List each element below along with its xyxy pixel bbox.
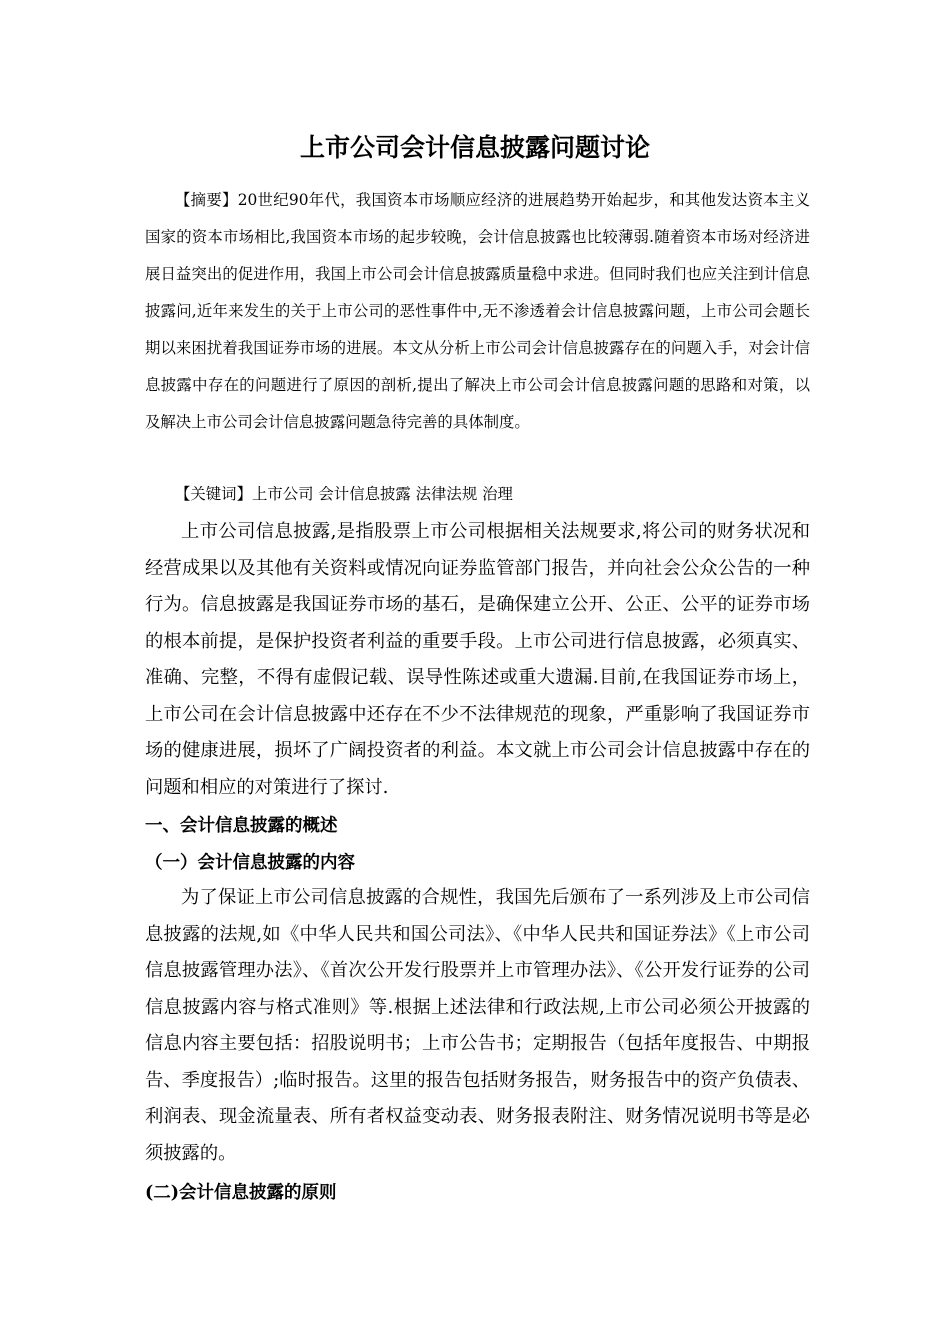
intro-paragraph: 上市公司信息披露,是指股票上市公司根据相关法规要求,将公司的财务状况和经营成果以及其他有关资料或情况向证券监管部门报告，并向社会公众公告的一种行为。信息披露是我国证券市场的基石，是确保建立公开、公正、公平的证券市场的根本前提，是保护投资者利益的重要手段。上市公司进行信息披露，必须真实、准确、完整，不得有虚假记载、误导性陈述或重大遗漏.目前,在我国证券市场上，上市公司在会计信息披露中还存在不少不法律规范的现象，严重影响了我国证券市场的健康进展，损坏了广阔投资者的利益。本文就上市公司会计信息披露中存在的问题和相应的对策进行了探讨. — [145, 521, 810, 798]
subsection-heading-content: （一）会计信息披露的内容 — [145, 853, 355, 873]
content-paragraph: 为了保证上市公司信息披露的合规性，我国先后颁布了一系列涉及上市公司信息披露的法规,如《中华人民共和国公司法》、《中华人民共和国证券法》《上市公司信息披露管理办法》、《首次公开发行股票并上市管理办法》、《公开发行证券的公司信息披露内容与格式准则》等.根据上述法律和行政法规,上市公司必须公开披露的信息内容主要包括：招股说明书；上市公告书；定期报告（包括年度报告、中期报告、季度报告）;临时报告。这里的报告包括财务报告，财务报告中的资产负债表、利润表、现金流量表、所有者权益变动表、财务报表附注、财务情况说明书等是必须披露的。 — [145, 887, 810, 1164]
keywords-line: 【关键词】上市公司 会计信息披露 法律法规 治理 — [175, 485, 513, 503]
abstract-paragraph: 【摘要】20世纪90年代，我国资本市场顺应经济的进展趋势开始起步，和其他发达资本主义国家的资本市场相比,我国资本市场的起步较晚，会计信息披露也比较薄弱.随着资本市场对经济进展日益突出的促进作用，我国上市公司会计信息披露质量稳中求进。但同时我们也应关注到计信息披露问,近年来发生的关于上市公司的恶性事件中,无不渗透着会计信息披露问题，上市公司会题长期以来困扰着我国证券市场的进展。本文从分析上市公司会计信息披露存在的问题入手，对会计信息披露中存在的问题进行了原因的剖析,提出了解决上市公司会计信息披露问题的思路和对策，以及解决上市公司会计信息披露问题急待完善的具体制度。 — [145, 191, 810, 431]
subsection-heading-principles: (二)会计信息披露的原则 — [145, 1183, 337, 1203]
document-title: 上市公司会计信息披露问题讨论 — [299, 133, 650, 162]
section-heading: 一、会计信息披露的概述 — [145, 816, 338, 836]
